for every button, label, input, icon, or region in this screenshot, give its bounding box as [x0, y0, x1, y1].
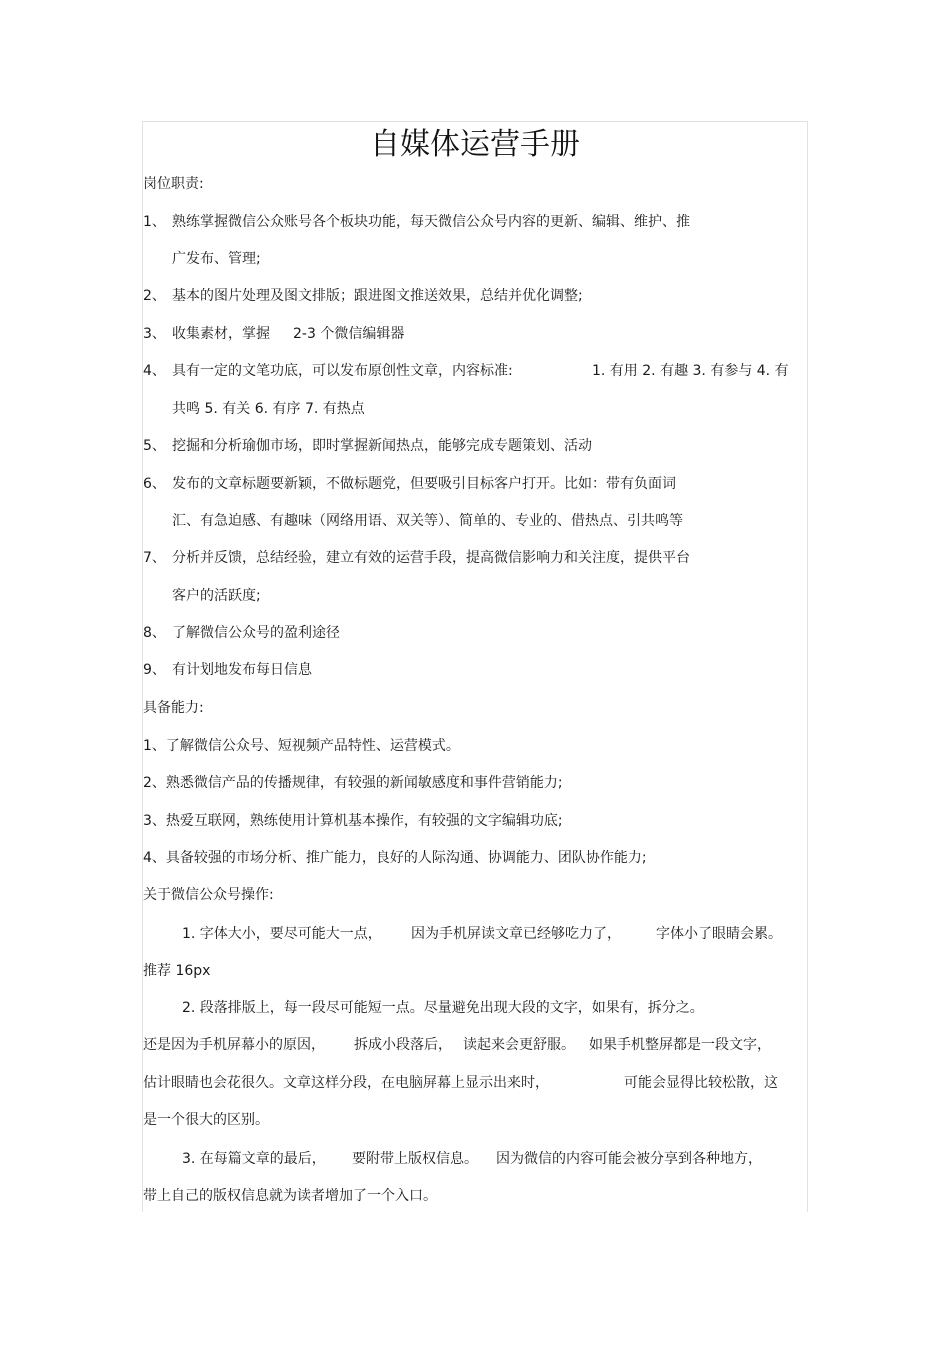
op-p3-a: 3. 在每篇文章的最后，	[182, 1151, 326, 1167]
duty-text-7: 分析并反馈，总结经验，建立有效的运营手段，提高微信影响力和关注度，提供平台	[172, 550, 690, 566]
duty-text-2: 基本的图片处理及图文排版；跟进图文推送效果，总结并优化调整;	[172, 288, 583, 304]
op-p2-h: 是一个很大的区别。	[143, 1112, 269, 1128]
duty-text-5: 挖掘和分析瑜伽市场，即时掌握新闻热点，能够完成专题策划、活动	[172, 438, 592, 454]
duty-text-8: 了解微信公众号的盈利途径	[172, 625, 340, 641]
ability-item-4: 4、具备较强的市场分析、推广能力，良好的人际沟通、协调能力、团队协作能力;	[143, 850, 647, 866]
op-p2-e: 如果手机整屏都是一段文字，	[589, 1037, 771, 1053]
duty-text-9: 有计划地发布每日信息	[172, 662, 312, 678]
duty-number-6: 6、	[143, 476, 166, 492]
abilities-heading: 具备能力:	[143, 700, 204, 716]
duty-text-6: 发布的文章标题要新颖，不做标题党，但要吸引目标客户打开。比如：带有负面词	[172, 476, 676, 492]
duty-number-7: 7、	[143, 550, 166, 566]
op-p2-g: 可能会显得比较松散，这	[624, 1075, 778, 1091]
duty-number-5: 5、	[143, 438, 166, 454]
op-p1-b: 因为手机屏读文章已经够吃力了，	[411, 926, 621, 942]
duty-number-9: 9、	[143, 662, 166, 678]
duty-number-8: 8、	[143, 625, 166, 641]
document-title: 自媒体运营手册	[370, 127, 580, 162]
op-p1-c: 字体小了眼睛会累。	[656, 926, 782, 942]
op-p1-d: 推荐 16px	[143, 963, 211, 979]
op-p3-b: 要附带上版权信息。	[352, 1151, 478, 1167]
op-p2-a: 2. 段落排版上，每一段尽可能短一点。尽量避免出现大段的文字，如果有，拆分之。	[182, 1000, 704, 1016]
ability-item-1: 1、了解微信公众号、短视频产品特性、运营模式。	[143, 738, 460, 754]
duty-text-6-cont: 汇、有急迫感、有趣味（网络用语、双关等）、简单的、专业的、借热点、引共鸣等	[172, 513, 683, 529]
duty-text-4b: 1. 有用 2. 有趣 3. 有参与 4. 有	[592, 363, 789, 379]
duty-text-3b: 2-3 个微信编辑器	[293, 326, 405, 342]
op-p2-b: 还是因为手机屏幕小的原因，	[143, 1037, 325, 1053]
ability-item-2: 2、熟悉微信产品的传播规律，有较强的新闻敏感度和事件营销能力;	[143, 775, 563, 791]
duty-text-3a: 收集素材，掌握	[172, 326, 270, 342]
op-p2-c: 拆成小段落后，	[354, 1037, 452, 1053]
duty-text-1-cont: 广发布、管理;	[172, 251, 261, 267]
op-p3-d: 带上自己的版权信息就为读者增加了一个入口。	[143, 1188, 437, 1204]
duties-heading: 岗位职责:	[143, 176, 204, 192]
duty-number-3: 3、	[143, 326, 166, 342]
duty-number-4: 4、	[143, 363, 166, 379]
operations-heading: 关于微信公众号操作:	[143, 887, 274, 903]
duty-text-4-cont: 共鸣 5. 有关 6. 有序 7. 有热点	[172, 401, 365, 417]
ability-item-3: 3、热爱互联网，熟练使用计算机基本操作，有较强的文字编辑功底;	[143, 813, 563, 829]
op-p2-d: 读起来会更舒服。	[463, 1037, 575, 1053]
duty-number-1: 1、	[143, 214, 166, 230]
duty-text-1: 熟练掌握微信公众账号各个板块功能，每天微信公众号内容的更新、编辑、维护、推	[172, 214, 690, 230]
op-p3-c: 因为微信的内容可能会被分享到各种地方，	[496, 1151, 762, 1167]
op-p1-a: 1. 字体大小，要尽可能大一点，	[182, 926, 382, 942]
op-p2-f: 估计眼睛也会花很久。文章这样分段，在电脑屏幕上显示出来时，	[143, 1075, 549, 1091]
duty-text-7-cont: 客户的活跃度;	[172, 588, 261, 604]
duty-number-2: 2、	[143, 288, 166, 304]
duty-text-4a: 具有一定的文笔功底，可以发布原创性文章，内容标准:	[172, 363, 513, 379]
